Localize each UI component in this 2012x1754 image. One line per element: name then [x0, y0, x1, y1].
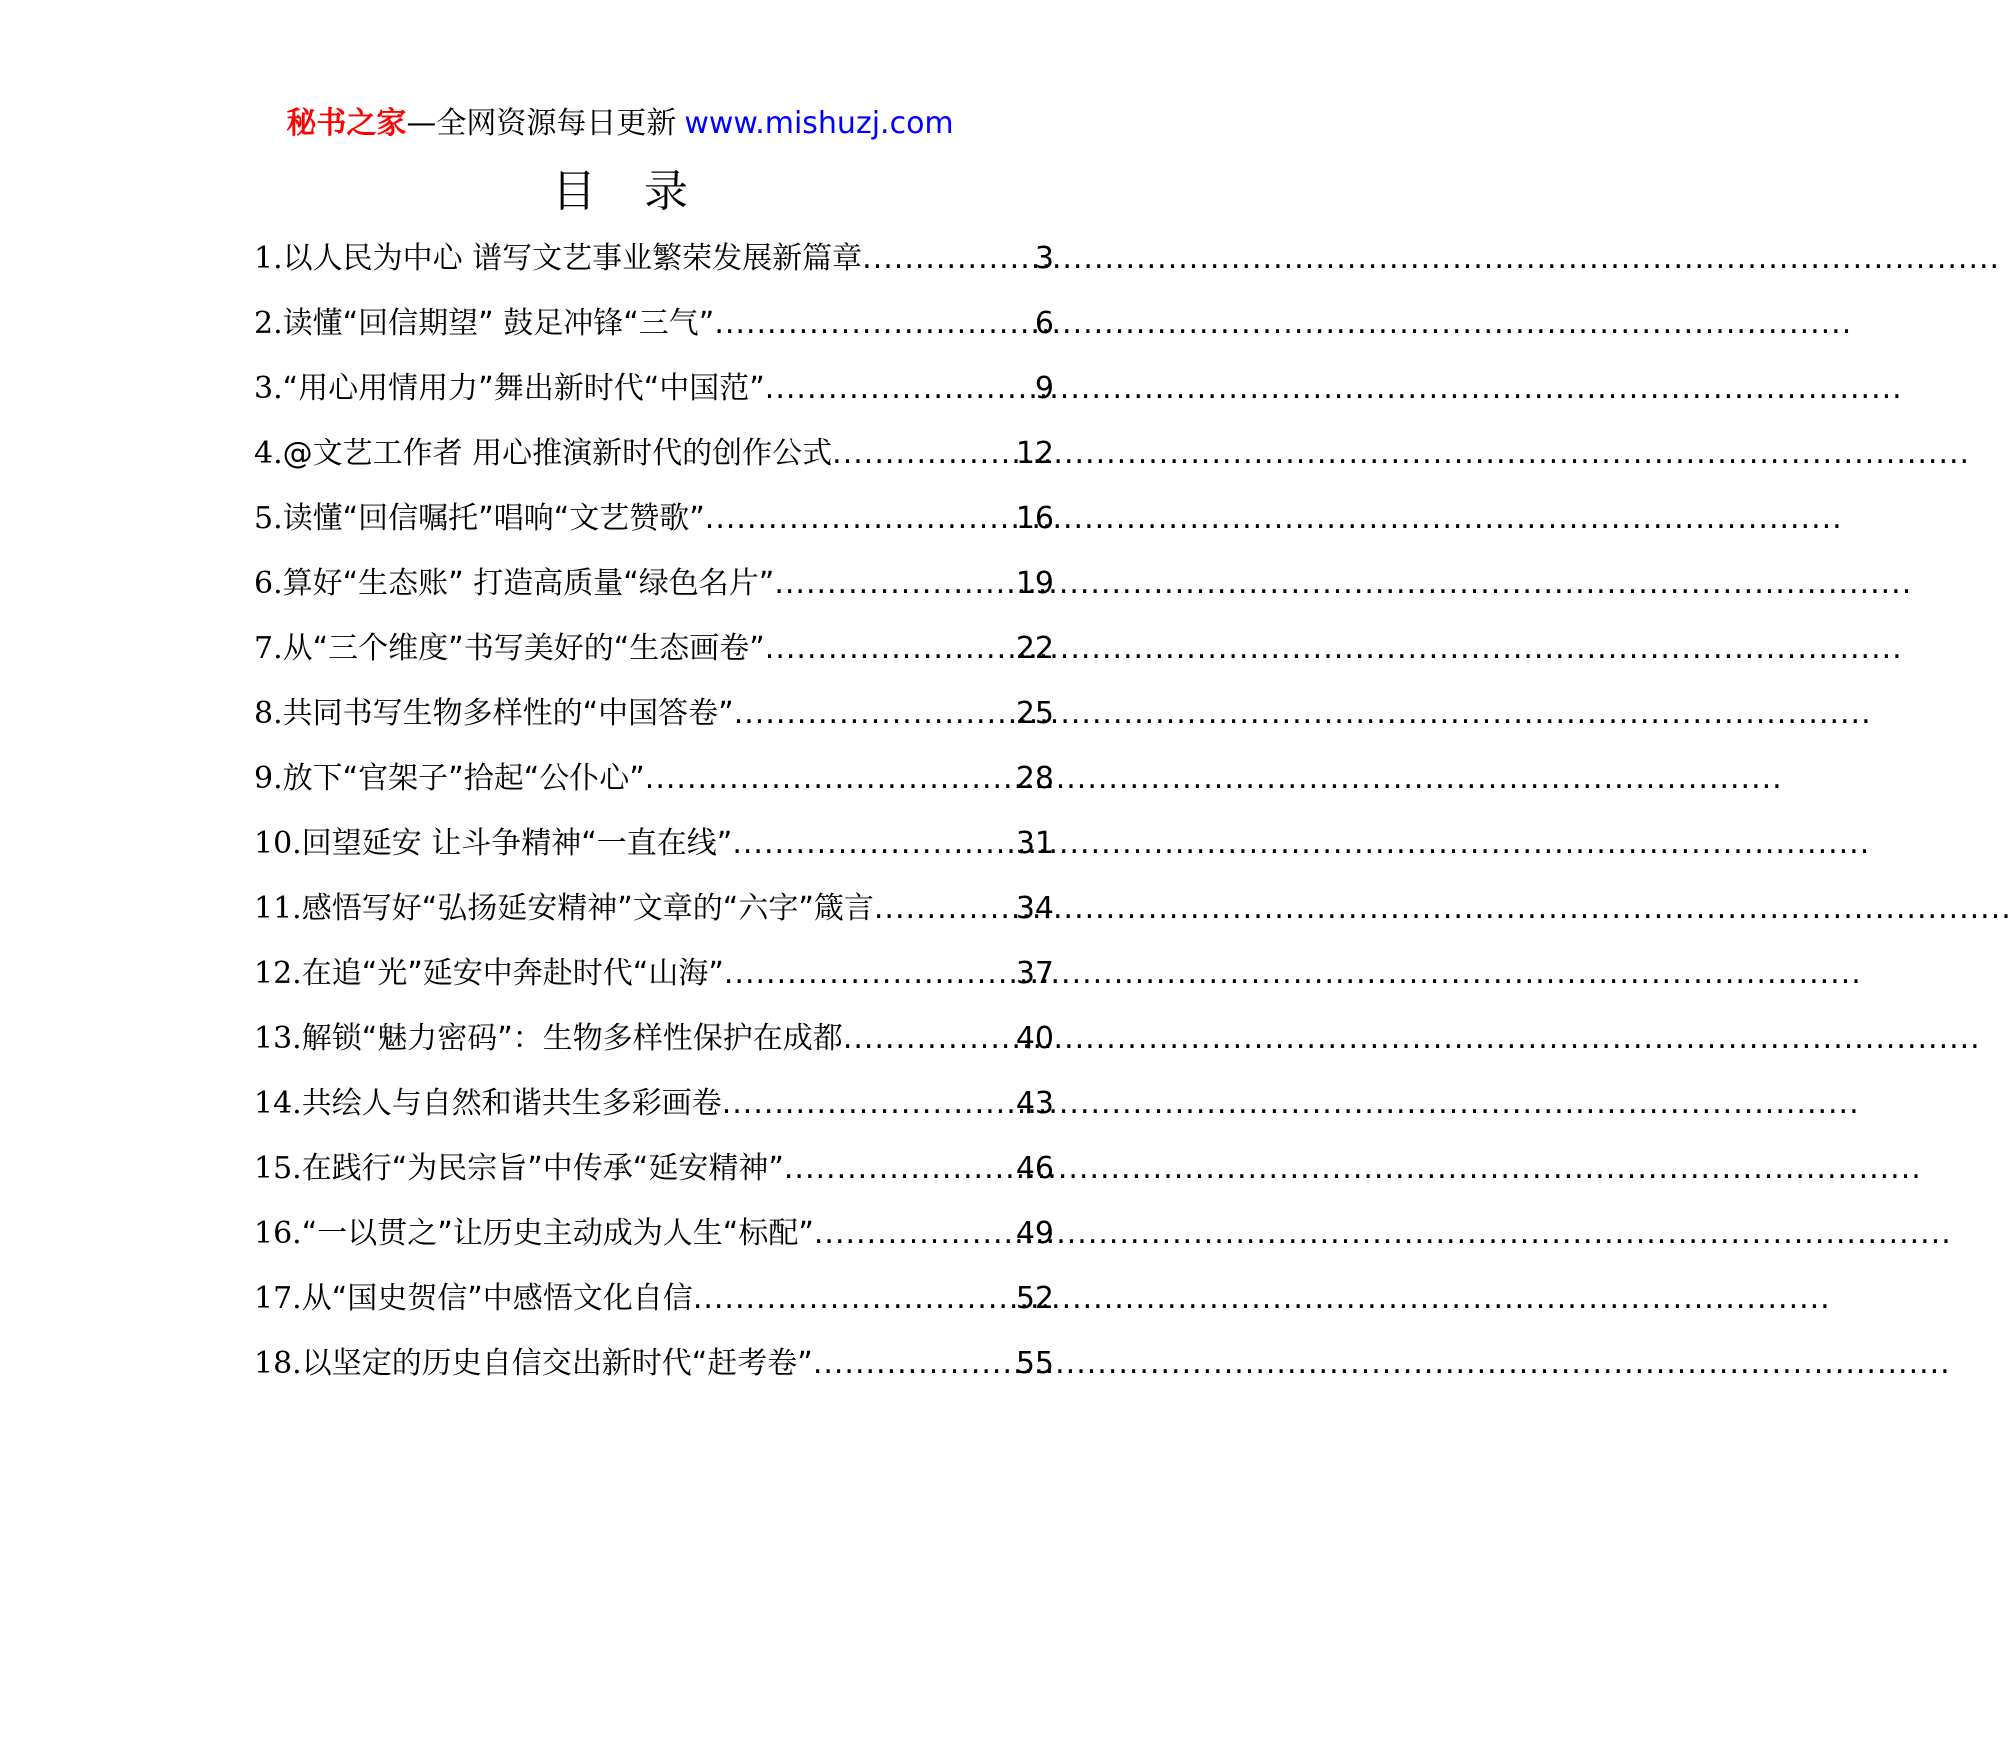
toc-entry[interactable] — [254, 811, 1054, 876]
toc-page-number: 28 — [1015, 761, 1054, 796]
toc-page-number: 16 — [1015, 501, 1054, 536]
toc-number: 9. — [254, 761, 283, 796]
toc-leader — [732, 811, 1015, 876]
toc-number: 15. — [254, 1151, 302, 1186]
toc-title: 放下“官架子”拾起“公仆心” — [282, 761, 645, 796]
toc-title: 回望延安 让斗争精神“一直在线” — [301, 826, 733, 861]
toc-leader — [874, 876, 1016, 941]
website-link[interactable]: www.mishuzj.com — [684, 106, 954, 141]
toc-title: 在追“光”延安中奔赴时代“山海” — [301, 956, 724, 991]
toc-entry[interactable] — [254, 551, 1054, 616]
header-tagline: —全网资源每日更新 — [406, 106, 677, 141]
toc-number: 14. — [254, 1086, 302, 1121]
toc-page-number: 52 — [1015, 1281, 1054, 1316]
toc-entry[interactable] — [254, 486, 1054, 551]
toc-entry[interactable] — [254, 356, 1054, 421]
toc-entry[interactable] — [254, 1136, 1054, 1201]
table-of-contents — [254, 226, 1054, 1396]
toc-number: 6. — [254, 566, 283, 601]
toc-entry[interactable] — [254, 1071, 1054, 1136]
toc-number: 5. — [254, 501, 283, 536]
toc-entry[interactable] — [254, 1201, 1054, 1266]
toc-number: 4. — [254, 436, 283, 471]
toc-title: 以坚定的历史自信交出新时代“赶考卷” — [301, 1346, 813, 1381]
toc-title: 从“三个维度”书写美好的“生态画卷” — [282, 631, 765, 666]
toc-page-number: 25 — [1015, 696, 1054, 731]
toc-leader — [645, 746, 1016, 811]
brand-name: 秘书之家 — [286, 106, 407, 141]
toc-leader — [832, 421, 1016, 486]
toc-page-number: 22 — [1015, 631, 1054, 666]
toc-page-number: 43 — [1015, 1086, 1054, 1121]
toc-page-number: 9 — [1034, 371, 1054, 406]
toc-number: 7. — [254, 631, 283, 666]
toc-page-number: 46 — [1015, 1151, 1054, 1186]
toc-leader — [765, 356, 1035, 421]
toc-number: 10. — [254, 826, 302, 861]
toc-title: “用心用情用力”舞出新时代“中国范” — [282, 371, 765, 406]
toc-entry[interactable] — [254, 876, 1054, 941]
toc-title: “一以贯之”让历史主动成为人生“标配” — [301, 1216, 814, 1251]
toc-entry[interactable] — [254, 1266, 1054, 1331]
toc-page-number: 34 — [1015, 891, 1054, 926]
toc-entry[interactable] — [254, 746, 1054, 811]
toc-title: 读懂“回信嘱托”唱响“文艺赞歌” — [282, 501, 705, 536]
toc-entry[interactable] — [254, 681, 1054, 746]
toc-title: 在践行“为民宗旨”中传承“延安精神” — [301, 1151, 784, 1186]
toc-entry[interactable] — [254, 226, 1054, 291]
toc-leader — [722, 1071, 1016, 1136]
toc-title: 共绘人与自然和谐共生多彩画卷 — [301, 1086, 722, 1121]
toc-page-number: 37 — [1015, 956, 1054, 991]
toc-leader — [862, 226, 1035, 291]
toc-page-number: 19 — [1015, 566, 1054, 601]
toc-entry[interactable] — [254, 291, 1054, 356]
toc-entry[interactable] — [254, 1331, 1054, 1396]
page-title — [0, 160, 1240, 224]
toc-title: 感悟写好“弘扬延安精神”文章的“六字”箴言 — [301, 891, 874, 926]
toc-number: 8. — [254, 696, 283, 731]
toc-number: 1. — [254, 241, 283, 276]
toc-leader — [724, 941, 1016, 1006]
toc-number: 12. — [254, 956, 302, 991]
toc-leader — [814, 1201, 1016, 1266]
title-part-2: 录 — [644, 166, 688, 217]
toc-leader — [714, 291, 1035, 356]
toc-page-number: 49 — [1015, 1216, 1054, 1251]
toc-leader — [843, 1006, 1016, 1071]
toc-entry[interactable] — [254, 616, 1054, 681]
toc-entry[interactable] — [254, 421, 1054, 486]
page-header — [0, 100, 1240, 148]
toc-title: 共同书写生物多样性的“中国答卷” — [282, 696, 734, 731]
toc-title: 以人民为中心 谱写文艺事业繁荣发展新篇章 — [282, 241, 863, 276]
toc-title: 从“国史贺信”中感悟文化自信 — [301, 1281, 693, 1316]
toc-page-number: 40 — [1015, 1021, 1054, 1056]
toc-number: 16. — [254, 1216, 302, 1251]
toc-page-number: 3 — [1034, 241, 1054, 276]
toc-number: 3. — [254, 371, 283, 406]
toc-number: 2. — [254, 306, 283, 341]
toc-page-number: 55 — [1015, 1346, 1054, 1381]
toc-page-number: 6 — [1034, 306, 1054, 341]
toc-number: 18. — [254, 1346, 302, 1381]
toc-leader — [705, 486, 1016, 551]
toc-leader — [693, 1266, 1016, 1331]
toc-number: 11. — [254, 891, 302, 926]
toc-leader — [765, 616, 1016, 681]
toc-leader — [784, 1136, 1016, 1201]
toc-title: 解锁“魅力密码”：生物多样性保护在成都 — [301, 1021, 843, 1056]
toc-number: 17. — [254, 1281, 302, 1316]
toc-title: 算好“生态账” 打造高质量“绿色名片” — [282, 566, 775, 601]
toc-page-number: 12 — [1015, 436, 1054, 471]
toc-entry[interactable] — [254, 1006, 1054, 1071]
toc-title: 读懂“回信期望” 鼓足冲锋“三气” — [282, 306, 715, 341]
toc-leader — [774, 551, 1015, 616]
toc-title: @文艺工作者 用心推演新时代的创作公式 — [282, 436, 833, 471]
toc-leader — [813, 1331, 1016, 1396]
toc-entry[interactable] — [254, 941, 1054, 1006]
toc-number: 13. — [254, 1021, 302, 1056]
title-part-1: 目 — [552, 166, 596, 217]
toc-page-number: 31 — [1015, 826, 1054, 861]
toc-leader — [734, 681, 1016, 746]
